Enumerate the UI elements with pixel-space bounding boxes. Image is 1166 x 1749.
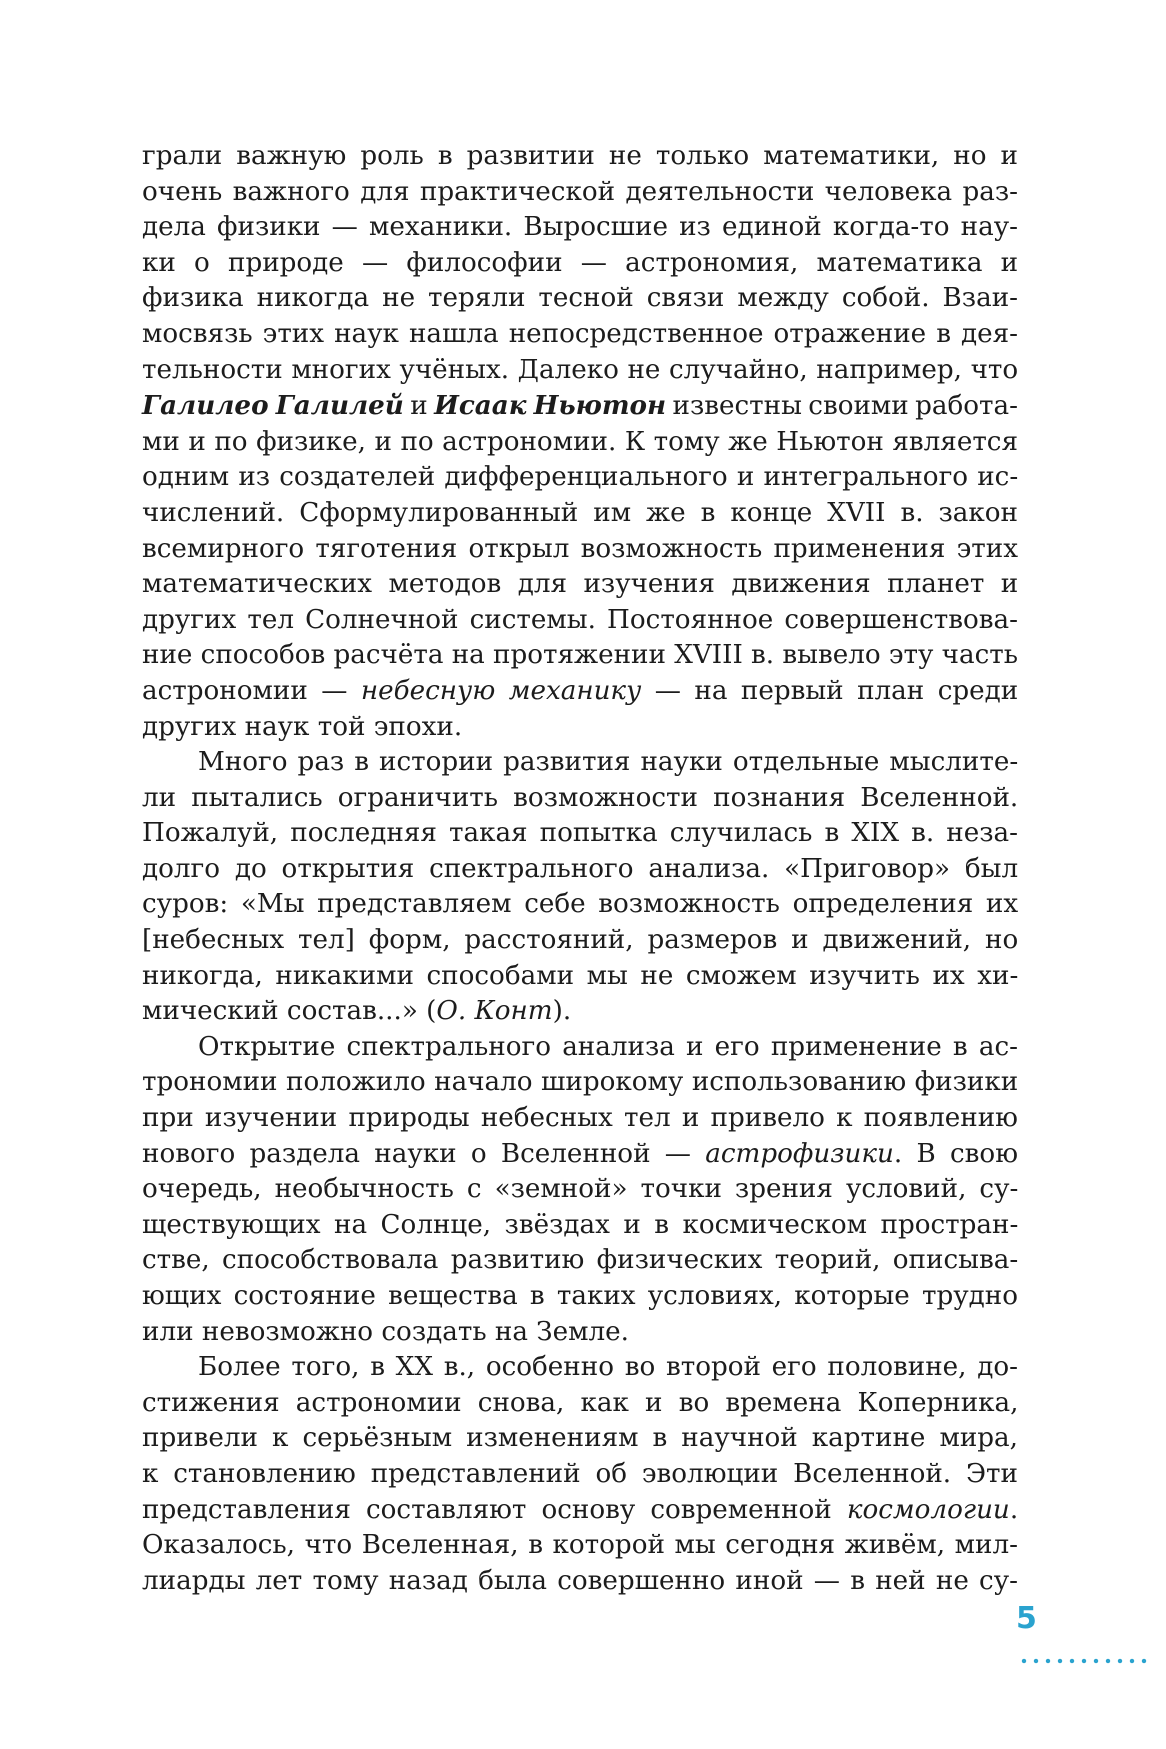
text-run: . [1009,1494,1019,1525]
text-run: представления составляют основу современной [142,1494,847,1525]
text-line: суров: «Мы представляем себе возможность определения их [142,889,1019,920]
text-line: мосвязь этих наук нашла непосредственное отражение в дея- [142,318,1018,349]
text-line: [небесных тел] форм, расстояний, размеров и движений, но [142,925,1019,956]
text-line: лиарды лет тому назад была совершенно иной — в ней не су- [142,1565,1018,1596]
dotted-rule [1018,1658,1148,1664]
text-line: физика никогда не теряли тесной связи между собой. Взаи- [142,283,1018,314]
text-line: других тел Солнечной системы. Постоянное совершенствова- [142,604,1018,635]
text-line: Оказалось, что Вселенная, в которой мы сегодня живём, мил- [142,1530,1018,1561]
paragraph-2 [142,745,1018,1030]
term-astrophysics: астрофизики [705,1138,894,1169]
text-line: привели к серьёзным изменениям в научной картине мира, [142,1423,1018,1454]
text-line: при изучении природы небесных тел и привело к появлению [142,1103,1018,1134]
text-line [142,388,1018,425]
page-number: 5 [1016,1601,1037,1636]
term-celestial-mechanics: небесную механику [360,675,642,706]
paragraph-4 [142,1350,1018,1599]
text-run: . В свою [893,1138,1018,1169]
text-line [142,1493,1018,1529]
text-line: Открытие спектрального анализа и его применение в ас- [198,1031,1018,1062]
text-line: долго до открытия спектрального анализа. «Приговор» был [142,853,1019,884]
text-line: всемирного тяготения открыл возможность применения этих [142,533,1018,564]
author-comte: О. Конт [436,996,553,1027]
text-line: ние способов расчёта на протяжении XVIII в. вывело эту часть [142,640,1018,671]
text-line: грали важную роль в развитии не только математики, но и [142,141,1018,171]
text-line: дела физики — механики. Выросшие из единой когда-то нау- [142,212,1018,243]
text-run: ). [552,996,572,1027]
text-line: Пожалуй, последняя такая попытка случилась в XIX в. неза- [142,818,1018,849]
text-line: стве, способствовала развитию физических теорий, описыва- [142,1245,1019,1276]
text-line: или невозможно создать на Земле. [142,1316,629,1347]
body-text [142,139,1018,1599]
text-line: ществующих на Солнце, звёздах и в космическом простран- [142,1209,1019,1240]
name-galileo: Галилео Галилей [142,390,404,422]
text-line [142,994,1018,1030]
text-line [142,1137,1018,1173]
text-line: очень важного для практической деятельности человека раз- [142,176,1018,207]
text-run: и [403,391,435,422]
text-line: математических методов для изучения движения планет и [142,569,1019,600]
text-run: известны своими работа- [666,391,1018,422]
text-run: — на первый план среди [641,675,1019,706]
text-line: к становлению представлений об эволюции Вселенной. Эти [142,1458,1018,1489]
text-line: Много раз в истории развития науки отдельные мыслите- [198,747,1019,778]
paragraph-3 [142,1030,1018,1350]
text-line: трономии положило начало широкому использованию физики [142,1067,1019,1098]
text-run: мический состав...» ( [142,996,437,1027]
text-line: никогда, никакими способами мы не сможем изучить их хи- [142,960,1019,991]
text-line: ющих состояние вещества в таких условиях, которые трудно [142,1281,1018,1311]
term-cosmology: космологии [846,1494,1010,1525]
text-line: одним из создателей дифференциального и интегрального ис- [142,462,1019,493]
text-run: астрономии — [142,675,361,706]
text-line: очередь, необычность с «земной» точки зрения условий, су- [142,1174,1019,1205]
text-line: других наук той эпохи. [142,711,463,742]
text-line: числений. Сформулированный им же в конце XVII в. закон [142,497,1018,528]
text-line [142,674,1018,710]
text-line: тельности многих учёных. Далеко не случайно, например, что [142,354,1019,385]
paragraph-1 [142,139,1018,745]
text-line: стижения астрономии снова, как и во времена Коперника, [142,1387,1019,1418]
text-line: Более того, в XX в., особенно во второй его половине, до- [198,1352,1018,1383]
name-newton: Исаак Ньютон [434,390,667,422]
text-line: ли пытались ограничить возможности познания Вселенной. [142,782,1019,813]
text-line: ки о природе — философии — астрономия, математика и [142,247,1019,278]
text-run: нового раздела науки о Вселенной — [142,1138,706,1169]
text-line: ми и по физике, и по астрономии. К тому же Ньютон является [142,426,1018,457]
